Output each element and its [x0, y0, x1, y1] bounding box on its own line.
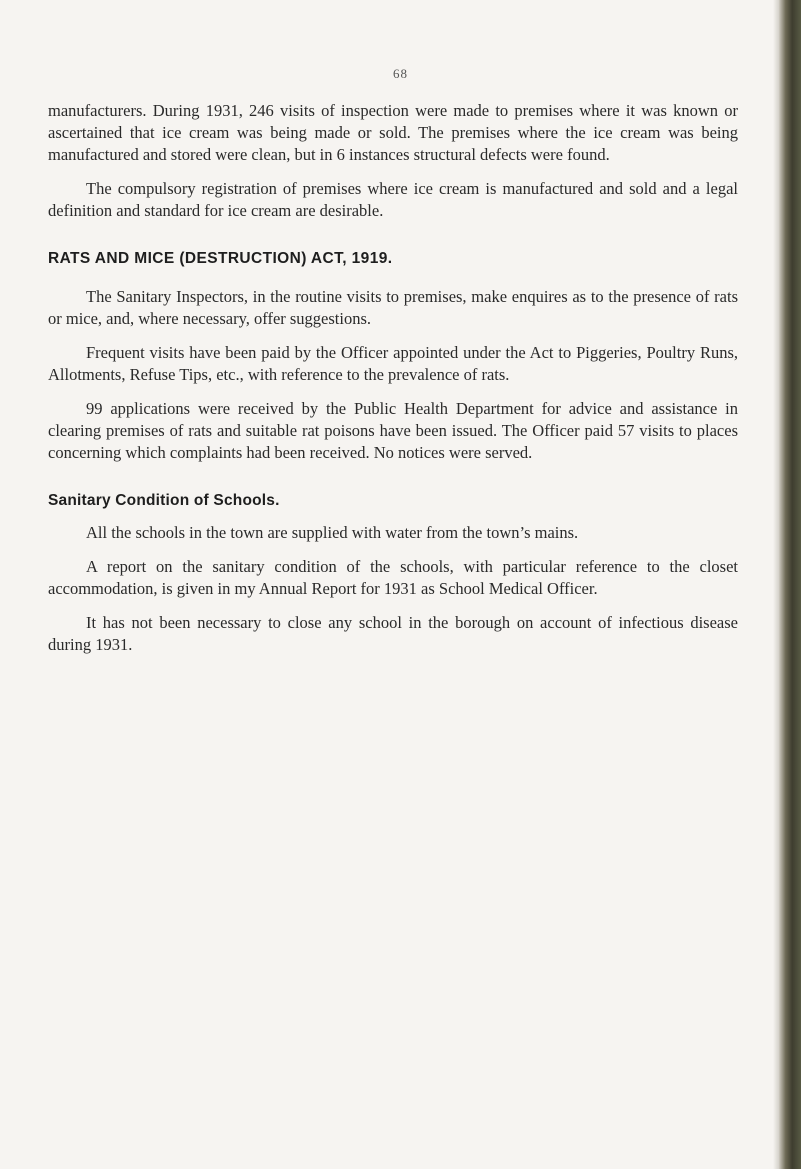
paragraph-text: 99 applications were received by the Public Health Department for advice and assistance in clearing premises of rats and suitable rat poisons have been issued. The Officer paid 57 visits to places concerning which complaints had been received. No notices were served. [48, 399, 738, 462]
paragraph [48, 612, 738, 656]
paragraph-text: All the schools in the town are supplied with water from the town’s mains. [86, 523, 579, 542]
paragraph [48, 522, 738, 544]
section-heading-rats: RATS AND MICE (DESTRUCTION) ACT, 1919. [48, 250, 393, 267]
page-number: 68 [393, 66, 408, 81]
paragraph [48, 342, 738, 386]
paragraph-text: The compulsory registration of premises where ice cream is manufactured and sold and a legal definition and standard for ice cream are desirable. [48, 179, 738, 220]
paragraph [48, 100, 738, 166]
paragraph-text: manufacturers. During 1931, 246 visits of inspection were made to premises where it was known or ascertained that ice cream was being made or sold. The premises where the ice cream was being manufactured and stored were clean, but in 6 instances structural defects were found. [48, 101, 738, 164]
document-body [48, 100, 738, 668]
paragraph [48, 286, 738, 330]
section-heading-schools: Sanitary Condition of Schools. [48, 492, 280, 509]
paragraph [48, 178, 738, 222]
paragraph-text: It has not been necessary to close any school in the borough on account of infectious disease during 1931. [48, 613, 738, 654]
paragraph [48, 556, 738, 600]
paragraph-text: Frequent visits have been paid by the Officer appointed under the Act to Piggeries, Poultry Runs, Allotments, Refuse Tips, etc., with reference to the prevalence of rats. [48, 343, 738, 384]
scan-edge [779, 0, 801, 1169]
paragraph [48, 398, 738, 464]
paragraph-text: A report on the sanitary condition of the schools, with particular reference to the closet accommodation, is given in my Annual Report for 1931 as School Medical Officer. [48, 557, 738, 598]
paragraph-text: The Sanitary Inspectors, in the routine visits to premises, make enquires as to the presence of rats or mice, and, where necessary, offer suggestions. [48, 287, 738, 328]
